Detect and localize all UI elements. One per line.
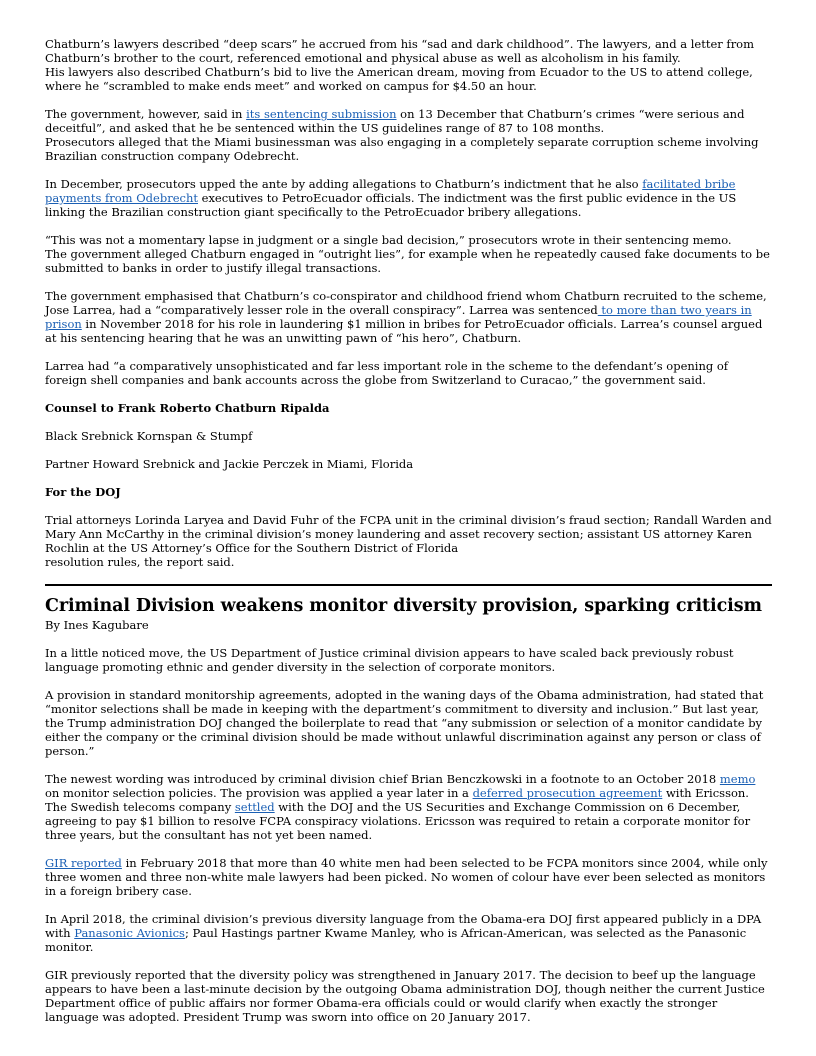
counsel-heading: Counsel to Frank Roberto Chatburn Ripalda — [45, 401, 330, 415]
paragraph: In April 2018, the criminal division’s previous diversity language from the Obama-era DOJ first appeared publicly in a DPA with Panasonic Avionics; Paul Hastings partner Kwame Manley, who is African-American, was selected as the Panasonic monitor. — [45, 912, 762, 954]
paragraph: His lawyers also described Chatburn’s bid to live the American dream, moving from Ecuador to the US to attend college, where he “scrambled to make ends meet” and worked on campus for $4.50 an hour. — [45, 65, 753, 93]
article-title: Criminal Division weakens monitor diversity provision, sparking criticism — [45, 596, 762, 616]
odebrecht-bribe-link[interactable]: facilitated bribe payments from Odebrecht — [45, 177, 736, 205]
paragraph: Prosecutors alleged that the Miami businessman was also engaging in a completely separate corruption scheme involving Brazilian construction company Odebrecht. — [45, 135, 759, 163]
settled-link[interactable]: settled — [234, 800, 275, 814]
doj-attorneys: Trial attorneys Lorinda Laryea and David Fuhr of the FCPA unit in the criminal division’s fraud section; Randall Warden and Mary Ann McCarthy in the criminal division’s money laundering and asset recovery section; assistant US attorney Karen Rochlin at the US Attorney’s Office for the Southern District of Florida — [45, 513, 772, 555]
panasonic-avionics-link[interactable]: Panasonic Avionics — [74, 926, 185, 940]
larrea-sentence-link[interactable]: to more than two years in prison — [45, 303, 752, 331]
paragraph: The government emphasised that Chatburn’s co-conspirator and childhood friend whom Chatburn recruited to the scheme, Jose Larrea, had a “comparatively lesser role in the overall conspiracy”. Larrea was sentenced to more than two years in prison in November 2018 for his role in laundering $1 million in bribes for PetroEcuador officials. Larrea’s counsel argued at his sentencing hearing that he was an unwitting pawn of “his hero”, Chatburn. — [45, 289, 767, 345]
deferred-prosecution-agreement-link[interactable]: deferred prosecution agreement — [472, 786, 663, 800]
paragraph: Chatburn’s lawyers described “deep scars” he accrued from his “sad and dark childhood”. The lawyers, and a letter from Chatburn’s brother to the court, referenced emotional and physical abuse as well as alcoholism in his family. — [45, 37, 755, 65]
paragraph: GIR previously reported that the diversity policy was strengthened in January 2017. The decision to beef up the language appears to have been a last-minute decision by the outgoing Obama administration DOJ, though neither the current Justice Department office of public affairs nor former Obama-era officials could or would clarify when exactly the stronger language was adopted. President Trump was sworn into office on 20 January 2017. — [45, 968, 765, 1024]
counsel-firm: Black Srebnick Kornspan & Stumpf — [45, 429, 253, 443]
section-divider — [45, 584, 772, 586]
paragraph: In December, prosecutors upped the ante by adding allegations to Chatburn’s indictment that he also facilitated bribe payments from Odebrecht executives to PetroEcuador officials. The indictment was the first public evidence in the US linking the Brazilian construction giant specifically to the PetroEcuador bribery allegations. — [45, 177, 737, 219]
paragraph: The newest wording was introduced by criminal division chief Brian Benczkowski in a footnote to an October 2018 memo on monitor selection policies. The provision was applied a year later in a deferred prosecution agreement with Ericsson. The Swedish telecoms company settled with the DOJ and the US Securities and Exchange Commission on 6 December, agreeing to pay $1 billion to resolve FCPA conspiracy violations. Ericsson was required to retain a corporate monitor for three years, but the consultant has not yet been named. — [45, 772, 756, 842]
paragraph: Larrea had “a comparatively unsophisticated and far less important role in the scheme to the defendant’s opening of foreign shell companies and bank accounts across the globe from Switzerland to Curacao,” the government said. — [45, 359, 729, 387]
paragraph: “This was not a momentary lapse in judgment or a single bad decision,” prosecutors wrote in their sentencing memo. — [45, 233, 732, 247]
paragraph: In a little noticed move, the US Department of Justice criminal division appears to have scaled back previously robust language promoting ethnic and gender diversity in the selection of corporate monitors. — [45, 646, 734, 674]
paragraph: The government alleged Chatburn engaged in “outright lies”, for example when he repeatedly caused fake documents to be submitted to banks in order to justify illegal transactions. — [45, 247, 770, 275]
gir-reported-link[interactable]: GIR reported — [45, 856, 122, 870]
document-page — [45, 37, 772, 1038]
memo-link[interactable]: memo — [719, 772, 756, 786]
paragraph: A provision in standard monitorship agreements, adopted in the waning days of the Obama administration, had stated that “monitor selections shall be made in keeping with the department’s commitment to diversity and inclusion.” But last year, the Trump administration DOJ changed the boilerplate to read that “any submission or selection of a monitor candidate by either the company or the criminal division should be made without unlawful discrimination against any person or class of person.” — [45, 688, 764, 758]
doj-heading: For the DOJ — [45, 485, 121, 499]
paragraph: The government, however, said in its sentencing submission on 13 December that Chatburn’s crimes “were serious and deceitful”, and asked that he be sentenced within the US guidelines range of 87 to 108 months. — [45, 107, 745, 135]
sentencing-submission-link[interactable]: its sentencing submission — [246, 107, 397, 121]
article-byline: By Ines Kagubare — [45, 618, 149, 632]
paragraph: GIR reported in February 2018 that more than 40 white men had been selected to be FCPA monitors since 2004, while only three women and three non-white male lawyers had been picked. No women of colour have ever been selected as monitors in a foreign bribery case. — [45, 856, 768, 898]
paragraph: resolution rules, the report said. — [45, 555, 235, 569]
counsel-partners: Partner Howard Srebnick and Jackie Perczek in Miami, Florida — [45, 457, 414, 471]
